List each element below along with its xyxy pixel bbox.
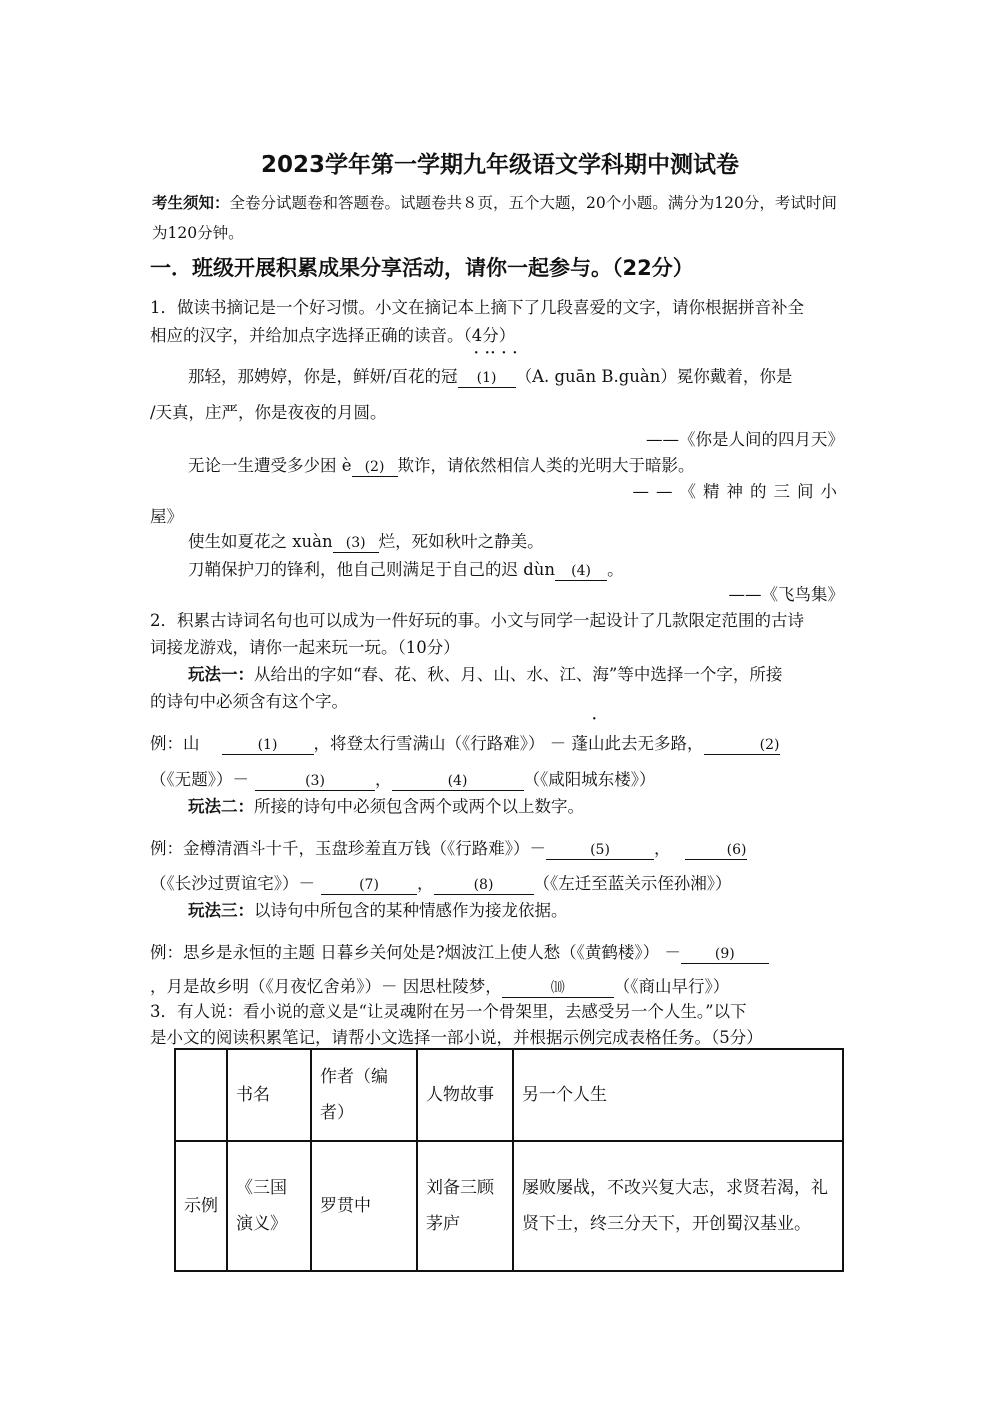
q3-stem-line2: 是小文的阅读积累笔记，请帮小文选择一部小说，并根据示例完成表格任务。（5分） <box>150 1028 763 1047</box>
q2-example3 <box>150 939 769 964</box>
ex2-text-b: ， <box>654 839 671 858</box>
ex2-text-e: （《左迁至蓝关示侄孙湘》） <box>533 874 732 893</box>
q1-passage-1 <box>188 363 792 388</box>
q1-p4-text-a: 刀鞘保护刀的锋利，他自己则满足于自己的迟 dùn <box>188 560 556 579</box>
q1-source-2: ——《精神的三间小 <box>632 482 844 501</box>
ex1-text-d: ， <box>375 770 392 789</box>
play3-label: 玩法三： <box>188 901 254 920</box>
blank-4[interactable]: (4) <box>555 562 607 581</box>
exam-notice <box>152 188 852 248</box>
section-1-heading: 一．班级开展积累成果分享活动，请你一起参与。（22分） <box>150 256 694 280</box>
table-cell: 罗贯中 <box>311 1141 417 1271</box>
play1-label: 玩法一： <box>188 665 254 684</box>
blank-q2-9[interactable]: (9) <box>681 945 769 964</box>
q1-source-2-cont: 屋》 <box>150 507 183 526</box>
q2-example1-line2 <box>150 766 656 791</box>
blank-3[interactable]: (3) <box>333 534 379 553</box>
q1-p2-text-b: 欺诈，请依然相信人类的光明大于暗影。 <box>397 456 695 475</box>
q2-example3-line2 <box>150 973 729 998</box>
table-cell: 屡败屡战，不改兴复大志，求贤若渴，礼贤下士，终三分天下，开创蜀汉基业。 <box>513 1141 843 1271</box>
play2-label: 玩法二： <box>188 797 254 816</box>
blank-q2-1[interactable]: (1) <box>222 736 314 755</box>
ex2-text-a: 例：金樽清酒斗十千，玉盘珍羞直万钱（《行路难》）－ <box>150 839 546 858</box>
q1-stem-line2: 相应的汉字，并给加点字选择正确的读音。（4分） <box>150 326 516 345</box>
q1-passage-1-line2: /天真，庄严，你是夜夜的月圆。 <box>150 403 387 422</box>
q2-play1-line2: 的诗句中必须含有这个字。 <box>150 692 348 711</box>
blank-q2-8[interactable]: (8) <box>434 876 534 895</box>
header-cell: 作者（编者） <box>311 1049 417 1141</box>
table-row <box>175 1141 843 1271</box>
blank-q2-2[interactable]: (2) <box>704 736 780 755</box>
header-cell: 书名 <box>227 1049 311 1141</box>
blank-q2-7[interactable]: (7) <box>321 876 417 895</box>
notice-label: 考生须知： <box>152 194 230 212</box>
ex3-text-c: （《商山早行》） <box>613 977 730 996</box>
q2-play2 <box>188 793 584 817</box>
q2-example2-line2 <box>150 870 732 895</box>
q1-p2-text-a: 无论一生遭受多少困 è <box>188 456 352 475</box>
q1-p1-text-b: （A. guān B.guàn）冕你戴着，你是 <box>515 367 793 386</box>
q1-p3-text-b: 烂，死如秋叶之静美。 <box>378 532 544 551</box>
blank-q2-4[interactable]: (4) <box>392 772 524 791</box>
play3-text: 以诗句中所包含的某种情感作为接龙依据。 <box>254 901 568 920</box>
q2-stem-line1: 2．积累古诗词名句也可以成为一件好玩的事。小文与同学一起设计了几款限定范围的古诗 <box>150 611 804 630</box>
q1-source-1: ——《你是人间的四月天》 <box>646 430 844 449</box>
blank-1[interactable]: (1) <box>458 369 516 388</box>
blank-2[interactable]: (2) <box>352 458 398 477</box>
q1-source-3: ——《飞鸟集》 <box>728 585 844 604</box>
notice-text: 全卷分试题卷和答题卷。试题卷共８页，五个大题，20个小题。满分为120分，考试时间为120分钟。 <box>152 194 837 242</box>
ex1-text-b: ，将登太行雪满山（《行路难》） － 蓬山此去无多路， <box>313 734 704 753</box>
ex2-text-c: （《长沙过贾谊宅》）－ <box>150 874 315 893</box>
ex3-text-a: 例：思乡是永恒的主题 日暮乡关何处是?烟波江上使人愁（《黄鹤楼》） － <box>150 943 681 962</box>
blank-q2-5[interactable]: (5) <box>546 841 654 860</box>
q3-stem-line1: 3．有人说：看小说的意义是“让灵魂附在另一个骨架里，去感受另一个人生。”以下 <box>150 1002 747 1021</box>
ex1-text-e: （《咸阳城东楼》） <box>523 770 656 789</box>
q2-example2 <box>150 835 747 860</box>
q2-play3 <box>188 897 568 921</box>
play2-text: 所接的诗句中必须包含两个或两个以上数字。 <box>254 797 584 816</box>
ex1-text-c: （《无题》）－ <box>150 770 249 789</box>
table-cell: 示例 <box>175 1141 227 1271</box>
q2-play1 <box>188 661 782 685</box>
q2-stem-line2: 词接龙游戏，请你一起来玩一玩。（10分） <box>150 638 460 657</box>
ex1-text-a: 例：山 <box>150 734 200 753</box>
q1-passage-2 <box>188 452 695 477</box>
blank-q2-6[interactable]: (6) <box>685 841 747 860</box>
table-cell: 《三国演义》 <box>227 1141 311 1271</box>
play1-text: 从给出的字如“春、花、秋、月、山、水、江、海”等中选择一个字，所接 <box>254 665 783 684</box>
q1-p4-text-b: 。 <box>607 560 624 579</box>
ex2-text-d: ， <box>417 874 434 893</box>
page-title: 2023学年第一学期九年级语文学科期中测试卷 <box>260 152 739 178</box>
q1-p3-text-a: 使生如夏花之 xuàn <box>188 532 333 551</box>
blank-q2-10[interactable]: ⑽ <box>502 979 614 998</box>
ex3-text-b: ，月是故乡明（《月夜忆舍弟》）－ 因思杜陵梦， <box>150 977 502 996</box>
q1-passage-4 <box>188 556 624 581</box>
emphasis-dot: · <box>592 712 597 727</box>
header-cell <box>175 1049 227 1141</box>
emphasis-dots: · ·· · · <box>474 346 519 361</box>
header-cell: 人物故事 <box>417 1049 513 1141</box>
blank-q2-3[interactable]: (3) <box>255 772 375 791</box>
q2-example1 <box>150 730 780 755</box>
table-header-row <box>175 1049 843 1141</box>
reading-notes-table <box>174 1048 844 1272</box>
q1-p1-text-a: 那轻，那娉婷，你是，鲜妍/百花的冠 <box>188 367 458 386</box>
header-cell: 另一个人生 <box>513 1049 843 1141</box>
q1-stem-line1: 1．做读书摘记是一个好习惯。小文在摘记本上摘下了几段喜爱的文字，请你根据拼音补全 <box>150 298 804 317</box>
q1-passage-3 <box>188 528 544 553</box>
table-cell: 刘备三顾茅庐 <box>417 1141 513 1271</box>
